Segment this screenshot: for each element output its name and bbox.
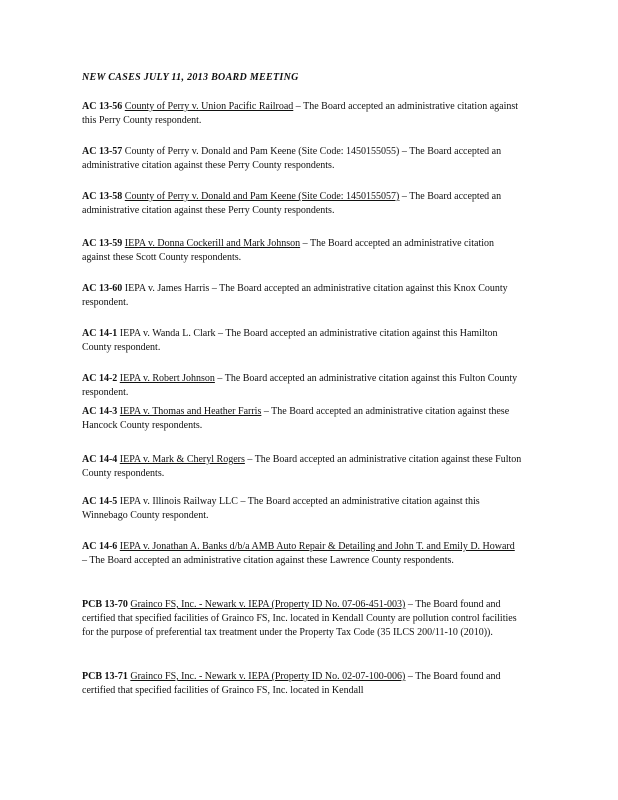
case-code: AC 14-6 xyxy=(82,541,118,552)
case-code: AC 14-4 xyxy=(82,454,118,465)
case-summary: – The Board accepted an administrative citation against these Fulton County respondents. xyxy=(82,454,522,479)
case-summary: – The Board accepted an administrative citation against this Perry County respondent. xyxy=(82,101,519,126)
case-code: AC 13-57 xyxy=(82,146,123,157)
case-parties: IEPA v. Thomas and Heather Farris xyxy=(119,406,262,417)
case-code: AC 13-60 xyxy=(82,283,123,294)
case-summary: – The Board accepted an administrative citation against these Perry County respondents. xyxy=(82,146,502,171)
case-entry xyxy=(82,670,522,698)
case-parties: County of Perry v. Donald and Pam Keene (Site Code: 1450155055) xyxy=(124,146,400,157)
case-entry xyxy=(82,282,522,310)
case-parties: County of Perry v. Donald and Pam Keene (Site Code: 1450155057) xyxy=(124,191,400,202)
case-summary: – The Board found and certified that specified facilities of Grainco FS, Inc. located in Kendall County are pollution control facilities for the purpose of preferential tax treatment under the Property Tax Code (35 ILCS 200/11-10 (2010)). xyxy=(82,599,517,638)
case-code: AC 13-58 xyxy=(82,191,123,202)
case-summary: – The Board accepted an administrative citation against these Hancock County respondents. xyxy=(82,406,510,431)
case-parties: IEPA v. Illinois Railway LLC xyxy=(119,496,238,507)
case-summary: – The Board found and certified that specified facilities of Grainco FS, Inc. located in Kendall xyxy=(82,671,501,696)
case-parties: IEPA v. James Harris xyxy=(124,283,210,294)
case-parties: Grainco FS, Inc. - Newark v. IEPA (Property ID No. 02-07-100-006) xyxy=(130,671,406,682)
case-code: PCB 13-70 xyxy=(82,599,128,610)
case-code: AC 14-3 xyxy=(82,406,118,417)
case-summary: – The Board accepted an administrative citation against these Lawrence County respondents. xyxy=(82,555,454,566)
case-entry xyxy=(82,145,522,173)
case-entry xyxy=(82,372,522,400)
case-entry xyxy=(82,540,522,568)
case-summary: – The Board accepted an administrative citation against these Scott County respondents. xyxy=(82,238,495,263)
case-code: AC 14-2 xyxy=(82,373,118,384)
case-code: AC 13-59 xyxy=(82,238,123,249)
case-entry xyxy=(82,495,522,523)
case-summary: – The Board accepted an administrative citation against these Perry County respondents. xyxy=(82,191,502,216)
case-code: AC 14-5 xyxy=(82,496,118,507)
case-parties: IEPA v. Jonathan A. Banks d/b/a AMB Auto Repair & Detailing and John T. and Emily D. Howard xyxy=(119,541,515,552)
case-entry xyxy=(82,237,522,265)
case-entry xyxy=(82,453,522,481)
page-heading: NEW CASES JULY 11, 2013 BOARD MEETING xyxy=(82,72,299,83)
case-summary: – The Board accepted an administrative citation against this Knox County respondent. xyxy=(82,283,508,308)
case-code: AC 13-56 xyxy=(82,101,123,112)
case-code: AC 14-1 xyxy=(82,328,118,339)
case-summary: – The Board accepted an administrative citation against this Winnebago County respondent. xyxy=(82,496,480,521)
case-parties: IEPA v. Mark & Cheryl Rogers xyxy=(119,454,245,465)
case-entry xyxy=(82,100,522,128)
case-parties: County of Perry v. Union Pacific Railroad xyxy=(124,101,294,112)
case-summary: – The Board accepted an administrative citation against this Hamilton County respondent. xyxy=(82,328,498,353)
case-parties: Grainco FS, Inc. - Newark v. IEPA (Property ID No. 07-06-451-003) xyxy=(130,599,406,610)
case-summary: – The Board accepted an administrative citation against this Fulton County respondent. xyxy=(82,373,518,398)
case-entry xyxy=(82,598,522,640)
case-parties: IEPA v. Wanda L. Clark xyxy=(119,328,216,339)
case-entry xyxy=(82,190,522,218)
case-entry xyxy=(82,405,522,433)
case-code: PCB 13-71 xyxy=(82,671,128,682)
case-parties: IEPA v. Robert Johnson xyxy=(119,373,215,384)
case-entry xyxy=(82,327,522,355)
case-parties: IEPA v. Donna Cockerill and Mark Johnson xyxy=(124,238,301,249)
